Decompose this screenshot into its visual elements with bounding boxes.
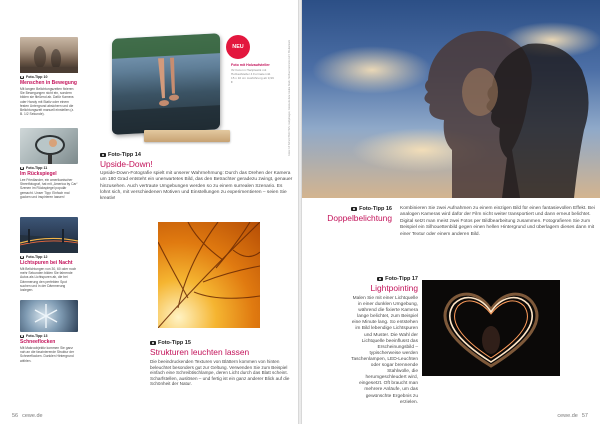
camera-icon xyxy=(20,76,24,79)
camera-icon xyxy=(20,167,24,170)
photo-lightpainting-heart xyxy=(422,280,560,376)
left-page xyxy=(0,0,298,424)
camera-icon xyxy=(20,335,24,338)
photo-rear-mirror xyxy=(20,128,78,164)
sidebar-tip-13 xyxy=(20,300,78,363)
new-badge: NEU xyxy=(226,35,250,59)
tip-17 xyxy=(352,276,418,293)
upside-down-legs xyxy=(112,33,220,135)
snowflake-shape xyxy=(20,300,78,332)
tip-15 xyxy=(150,340,296,387)
photo-credits: Fotos: Ulf Schulz/TASCHEN; Gettyimages; fotostudio bzw. Adobe Stock; Michael Rennertz-Kuhl; Shutterstock xyxy=(288,40,291,157)
camera-icon xyxy=(377,277,383,282)
sidebar-title: Schneeflocken xyxy=(20,339,56,345)
product-photo-stand xyxy=(104,34,230,148)
tip-label: Foto-Tipp 12 xyxy=(20,255,78,259)
silhouettes xyxy=(302,0,600,198)
product-note xyxy=(231,63,275,84)
sidebar-text: Lee Friedlander, ein amerikanischer Streetfotograf, hat mit „America by Car“ Szenen im Rückspiegel populär gemacht. Unser Tipp: Einfach mal gucken und inspirieren lassen! xyxy=(20,178,78,199)
tip-14 xyxy=(100,152,294,202)
sidebar-text: Mit langen Belichtungszeiten fixieren Sie Bewegungen nicht ein, sondern bilden sie fließend ab. Dafür Kamera oder Handy mit Stativ oder einem festen Untergrund absichern und die Belichtungszeit manuell einstellen (z. B. 1/2 Sekunde). xyxy=(20,87,75,117)
photo-people-motion xyxy=(20,37,78,73)
sidebar-tip-11 xyxy=(20,128,78,199)
sidebar-title: Im Rückspiegel xyxy=(20,171,57,177)
folio-left xyxy=(12,413,43,419)
photo-upside-down xyxy=(112,33,220,135)
page-number: 57 xyxy=(581,413,588,419)
sidebar-text: Mit Makroobjektiv kommen Sie ganz nah an die faszinierende Struktur der Schneeflocken. Dunklen Hintergrund wählen. xyxy=(20,346,75,363)
photo-light-trails xyxy=(20,217,78,253)
tip-16 xyxy=(327,206,596,238)
folio-right xyxy=(557,413,588,419)
photo-double-exposure xyxy=(302,0,600,198)
motion-blur-figures xyxy=(20,37,78,73)
tip-17-text: Malen Sie mit einer Lichtquelle in einer dunklen Umgebung, während die fixierte Kamera lange belichtet, zum Beispiel eine Minute lang. So entstehen im Bild lebendige Lichtspuren und Muster. Die Wahl der Lichtquelle beeinflusst das Erscheinungsbild – typischerweise werden Taschenlampen, LED-Leuchten oder sogar brennende Stahlwolle, die herumgeschleudert wird, eingesetzt. Oft braucht man mehrere Anläufe, um das gewünschte Ergebnis zu erzielen. xyxy=(351,296,418,405)
tip-label: Foto-Tipp 15 xyxy=(150,340,296,346)
tip-label: Foto-Tipp 14 xyxy=(100,152,294,158)
wooden-stand xyxy=(144,130,230,142)
product-note-text: Ihr Foto im Hartplastik mit Holzaufsteller 4 Formate inkl. 15 x 10 cm Ausführung ab 9,99 € xyxy=(231,68,274,85)
tip-14-title: Upside-Down! xyxy=(100,159,153,169)
tip-label: Foto-Tipp 11 xyxy=(20,166,78,170)
bridge-light-trails xyxy=(20,217,78,253)
tip-16-header xyxy=(326,206,392,223)
sidebar-text: Mit Belichtungen von 30, 60 oder noch mehr Sekunden bilden Sie fahrende Autos als Lichtspuren ab, die bei Dämmerung den perfekten Spot suchen und in der Dämmerung loslegen. xyxy=(20,267,77,293)
tip-14-text: Upside-Down-Fotografie spielt mit unserer Wahrnehmung: Durch das Drehen der Kamera um 180 Grad entsteht ein unerwartetes Bild, das den Betrachter geradezu zwingt, genauer hinzusehen. Auch vertraute Umgebungen werden so zu einem surrealen Szenario. Es lohnt sich, mit verschiedenen Motiven und Einstellungen zu experimentieren – seien Sie kreativ! xyxy=(100,171,293,202)
product-note-title: Foto mit Holzaufsteller xyxy=(231,63,270,67)
site-name: cewe.de xyxy=(557,413,578,419)
camera-icon xyxy=(100,153,106,158)
tip-label: Foto-Tipp 17 xyxy=(352,276,418,282)
sidebar-tip-12 xyxy=(20,217,78,292)
tip-16-text: Kombinieren Sie zwei Aufnahmen zu einem einzigen Bild für einen fantasievollen Effekt. Bei analogen Kameras wird dafür der Film nicht weiter transportiert und dann erneut belichtet. Digital setzt man meist zwei Fotos per Bildbearbeitung zusammen. Fotografieren Sie zum Beispiel ein Silhouettenbild gegen einen hellen Hintergrund und überlagern dieses dann mit einer Textur oder einem anderen Bild. xyxy=(400,206,595,237)
photo-snowflake xyxy=(20,300,78,332)
light-heart xyxy=(422,280,560,376)
tip-16-title: Doppelbelichtung xyxy=(327,213,392,223)
tip-label: Foto-Tipp 13 xyxy=(20,334,78,338)
site-name: cewe.de xyxy=(22,413,43,419)
sidebar-title: Lichtspuren bei Nacht xyxy=(20,260,73,266)
mirror-shape xyxy=(20,128,78,164)
camera-icon xyxy=(20,256,24,259)
tip-label: Foto-Tipp 16 xyxy=(326,206,392,212)
photo-leaf-texture xyxy=(158,222,260,328)
sidebar-title: Menschen in Bewegung xyxy=(20,80,77,86)
tip-15-title: Strukturen leuchten lassen xyxy=(150,347,250,357)
tip-15-text: Die beeindruckenden Texturen von Blättern kommen von hinten beleuchtet besonders gut zur Geltung. Verwenden Sie zum Beispiel einfach eine Schreibtischlampe, deren Licht durch das Blatt scheint. Scharfstellen, auslösen – und fertig ist ein ganz anderer Blick auf die Schönheit der Natur. xyxy=(150,359,290,387)
right-page xyxy=(302,0,600,424)
page-number: 56 xyxy=(12,413,19,419)
tip-17-title: Lightpointing xyxy=(370,283,418,293)
camera-icon xyxy=(351,207,357,212)
camera-icon xyxy=(150,341,156,346)
tip-label: Foto-Tipp 10 xyxy=(20,75,78,79)
sidebar-tip-10 xyxy=(20,37,78,116)
leaf-veins xyxy=(158,222,260,328)
